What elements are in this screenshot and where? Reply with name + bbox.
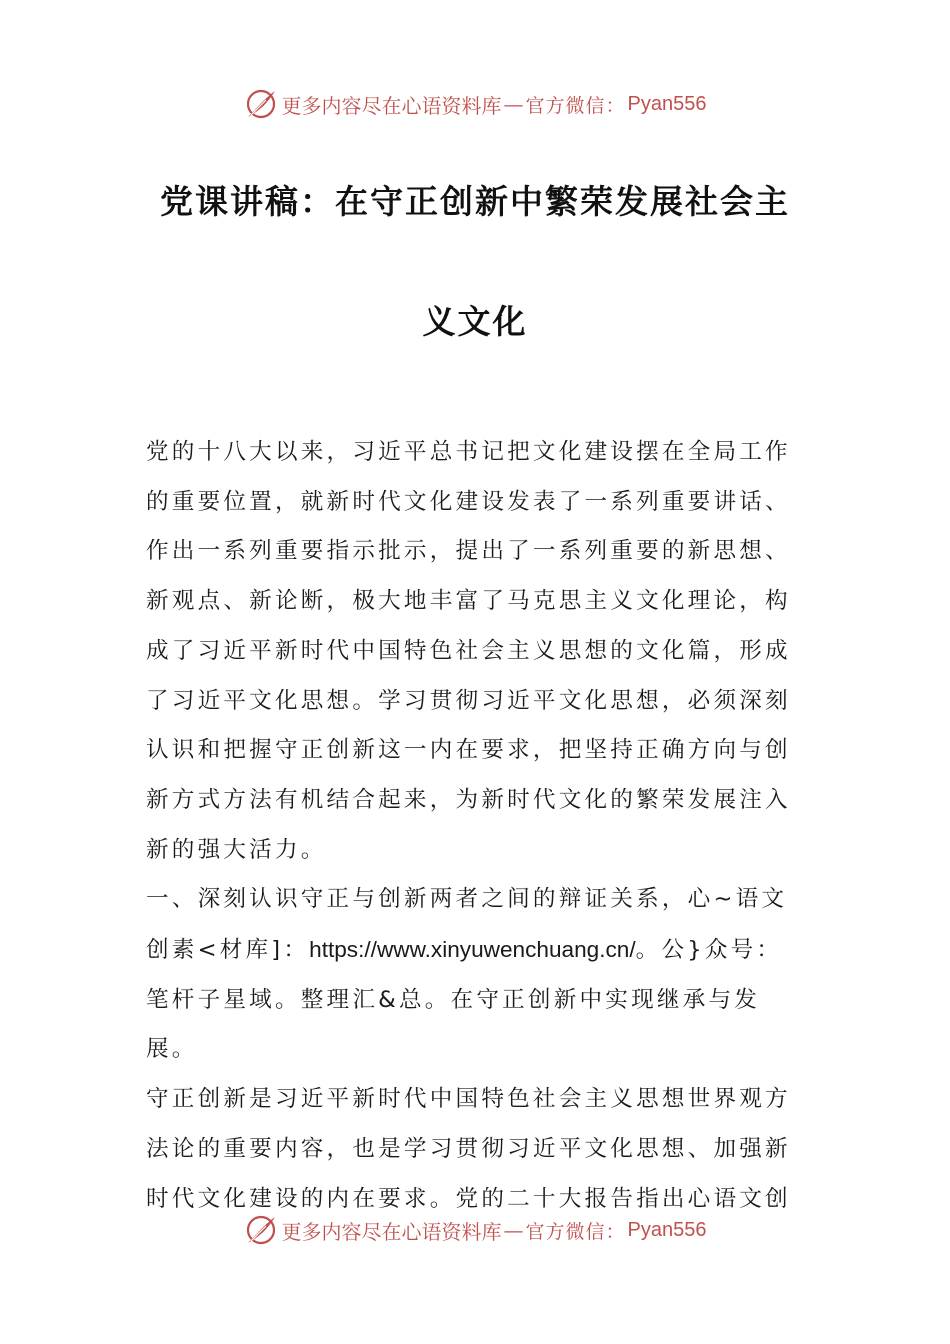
source-url: https://www.xinyuwenchuang.cn/ bbox=[309, 937, 636, 963]
article-body bbox=[146, 428, 806, 1224]
watermark-wechat-id: Pyan556 bbox=[627, 1218, 707, 1241]
watermark-text: 更多内容尽在心语资料库 bbox=[281, 93, 502, 118]
page-title-line-2: 义文化 bbox=[422, 302, 528, 341]
paragraph-2-text-b: 。公}众号：笔杆子星域。整理汇&总。在守正创新中实现继承与发展。 bbox=[146, 937, 783, 1063]
paragraph-3: 守正创新是习近平新时代中国特色社会主义思想世界观方法论的重要内容，也是学习贯彻习近平文化思想、加强新时代文化建设的内在要求。党的二十大报告指出心语文创 bbox=[146, 1086, 791, 1212]
watermark-dash: — bbox=[503, 1218, 524, 1242]
page-title-line-1: 党课讲稿：在守正创新中繁荣发展社会主 bbox=[160, 182, 790, 221]
paragraph-1: 党的十八大以来，习近平总书记把文化建设摆在全局工作的重要位置，就新时代文化建设发表了一系列重要讲话、作出一系列重要指示批示，提出了一系列重要的新思想、新观点、新论断，极大地丰富了马克思主义文化理论，构成了习近平新时代中国特色社会主义思想的文化篇，形成了习近平文化思想。学习贯彻习近平文化思想，必须深刻认识和把握守正创新这一内在要求，把坚持正确方向与创新方式方法有机结合起来，为新时代文化的繁荣发展注入新的强大活力。 bbox=[146, 439, 791, 863]
watermark-wechat-id: Pyan556 bbox=[627, 92, 707, 115]
watermark-wechat-label: 官方微信： bbox=[525, 1220, 626, 1243]
watermark-dash: — bbox=[503, 92, 524, 116]
footer-watermark bbox=[0, 1210, 950, 1250]
paragraph-2 bbox=[146, 875, 806, 1075]
paragraph-2-text-a: 一、深刻认识守正与创新两者之间的辩证关系，心~语文创素<材库]： bbox=[146, 886, 788, 964]
quill-pen-icon bbox=[244, 87, 278, 121]
watermark-text: 更多内容尽在心语资料库 bbox=[281, 1219, 502, 1244]
watermark-wechat-label: 官方微信： bbox=[525, 94, 626, 117]
quill-pen-icon bbox=[244, 1213, 278, 1247]
header-watermark bbox=[0, 84, 950, 124]
